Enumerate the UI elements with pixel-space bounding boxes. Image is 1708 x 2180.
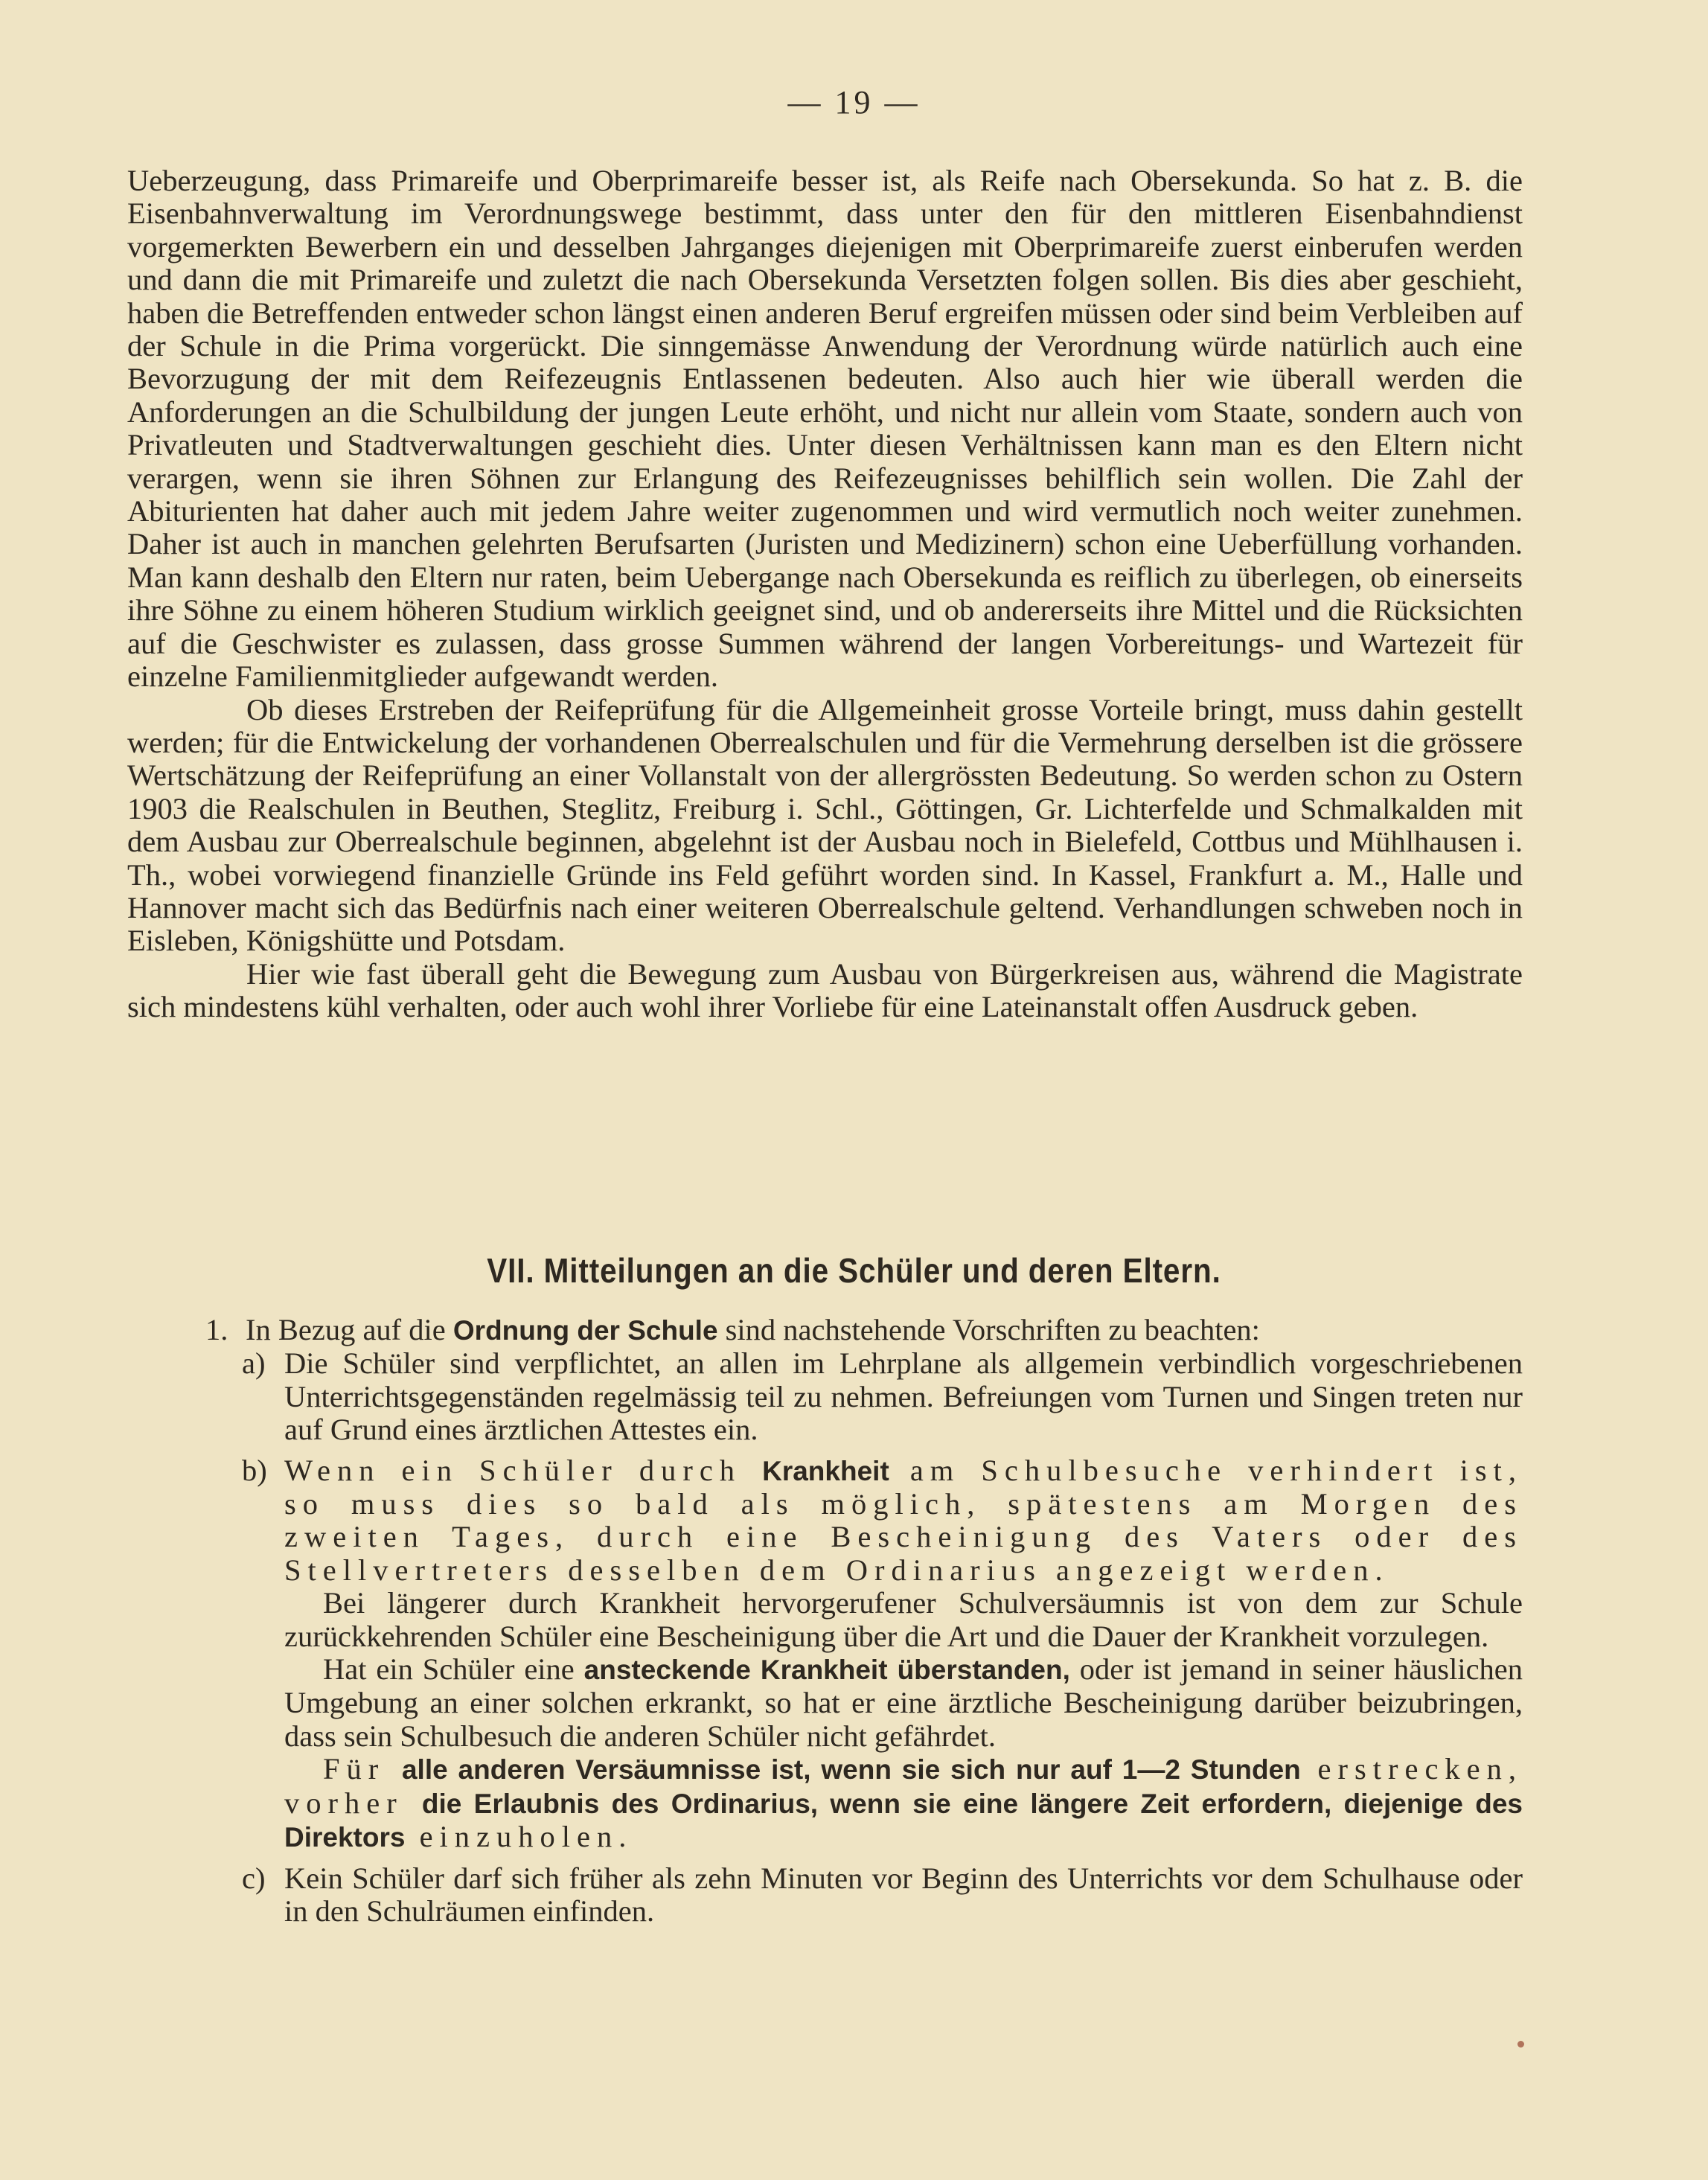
item-b-p4-text-mid: erstrecken, vorher xyxy=(284,1752,1523,1820)
page-number: — 19 — xyxy=(787,84,921,121)
item-b-p4-text-end: einzuholen. xyxy=(419,1820,633,1854)
school-rules xyxy=(0,1314,1708,1928)
item-b-p3-bold: ansteckende Krankheit überstanden, xyxy=(583,1655,1070,1686)
paragraph-3: Hier wie fast überall geht die Bewegung zum Ausbau von Bürgerkreisen aus, während die Magistrate sich mindestens kühl verhalten, oder auch wohl ihrer Vorliebe für eine Lateinanstalt offen Ausdruck geben. xyxy=(127,956,1523,1024)
item-c-text: Kein Schüler darf sich früher als zehn Minuten vor Beginn des Unterrichts vor dem Schulhause oder in den Schulräumen einfinden. xyxy=(284,1861,1523,1928)
item-b-p4-bold-2: die Erlaubnis des Ordinarius, wenn sie eine längere Zeit erfordern, diejenige des Direktors xyxy=(284,1788,1523,1853)
item-b-paragraph-4 xyxy=(284,1753,1523,1854)
item-b-paragraph-3 xyxy=(284,1653,1523,1753)
ink-dot xyxy=(1517,2041,1524,2048)
item-b-p4-text: Für xyxy=(323,1752,386,1786)
item-b-text-end: am Schulbesuche verhindert ist, so muss dies so bald als möglich, spätestens am Morgen des zweiten Tages, durch eine Bescheinigung des Vaters oder des Stellvertreters desselben dem Ordinarius angezeigt werden. xyxy=(284,1453,1523,1587)
item-c-mark: c) xyxy=(242,1861,266,1895)
item-b xyxy=(0,1454,1523,1855)
item-b-p3-text-end: oder ist jemand in seiner häuslichen Umgebung an einer solchen erkrankt, so hat er eine ärztliche Bescheinigung darüber beizubringen, dass sein Schulbesuch die anderen Schüler nicht gefährdet. xyxy=(284,1652,1523,1753)
rule-number: 1. xyxy=(205,1313,228,1346)
item-b-bold-term: Krankheit xyxy=(762,1455,889,1486)
body-text xyxy=(127,164,1523,1024)
item-a-mark: a) xyxy=(242,1346,266,1381)
item-b-paragraph-2: Bei längerer durch Krankheit hervorgerufener Schulversäumnis ist von dem zur Schule zurückkehrenden Schüler eine Bescheinigung über die Art und die Dauer der Krankheit vorzulegen. xyxy=(284,1586,1523,1653)
item-b-p3-text: Hat ein Schüler eine xyxy=(323,1652,575,1687)
item-b-paragraph-1 xyxy=(284,1454,1523,1588)
rule-1-bold-term: Ordnung der Schule xyxy=(452,1315,718,1346)
rule-1-intro-text-end: sind nachstehende Vorschriften zu beachten: xyxy=(725,1313,1260,1346)
item-b-mark: b) xyxy=(242,1453,267,1487)
section-heading: VII. Mitteilungen an die Schüler und deren Eltern. xyxy=(487,1251,1221,1290)
item-b-p4-bold-1: alle anderen Versäumnisse ist, wenn sie sich nur auf 1—2 Stunden xyxy=(401,1754,1301,1786)
paragraph-2: Ob dieses Erstreben der Reifeprüfung für die Allgemeinheit grosse Vorteile bringt, muss dahin gestellt werden; für die Entwickelung der vorhandenen Oberrealschulen und für die Vermehrung derselben ist die grössere Wertschätzung der Reifeprüfung an einer Vollanstalt von der allergrössten Bedeutung. So werden schon zu Ostern 1903 die Realschulen in Beuthen, Steglitz, Freiburg i. Schl., Göttingen, Gr. Lichterfelde und Schmalkalden mit dem Ausbau zur Oberrealschule beginnen, abgelehnt ist der Ausbau noch in Bielefeld, Cottbus und Mühlhausen i. Th., wobei vorwiegend finanzielle Gründe ins Feld geführt worden sind. In Kassel, Frankfurt a. M., Halle und Hannover macht sich das Bedürfnis nach einer weiteren Oberrealschule geltend. Verhandlungen schweben noch in Eisleben, Königshütte und Potsdam. xyxy=(127,692,1523,958)
item-c xyxy=(0,1862,1523,1928)
item-a-text: Die Schüler sind verpflichtet, an allen im Lehrplane als allgemein verbindlich vorgeschriebenen Unterrichtsgegenständen regelmässig teil zu nehmen. Befreiungen vom Turnen und Singen treten nur auf Grund eines ärztlichen Attestes ein. xyxy=(284,1346,1523,1447)
paragraph-1: Ueberzeugung, dass Primareife und Oberprimareife besser ist, als Reife nach Obersekunda. So hat z. B. die Eisenbahnverwaltung im Verordnungswege bestimmt, dass unter den für den mittleren Eisenbahndienst vorgemerkten Bewerbern ein und desselben Jahrganges diejenigen mit Oberprimareife zuerst einberufen werden und dann die mit Primareife und zuletzt die nach Obersekunda Versetzten folgen sollen. Bis dies aber geschieht, haben die Betreffenden entweder schon längst einen anderen Beruf ergreifen müssen oder sind beim Verbleiben auf der Schule in die Prima vorgerückt. Die sinngemässe Anwendung der Verordnung würde natürlich auch eine Bevorzugung der mit dem Reifezeugnis Entlassenen bedeuten. Also auch hier wie überall werden die Anforderungen an die Schulbildung der jungen Leute erhöht, und nicht nur allein vom Staate, sondern auch von Privatleuten und Stadtverwaltungen geschieht dies. Unter diesen Verhältnissen kann man es den Eltern nicht verargen, wenn sie ihren Söhnen zur Erlangung des Reifezeugnisses behilflich sein wollen. Die Zahl der Abiturienten hat daher auch mit jedem Jahre weiter zugenommen und wird vermutlich noch weiter zunehmen. Daher ist auch in manchen gelehrten Berufsarten (Juristen und Medizinern) schon eine Ueberfüllung vorhanden. Man kann deshalb den Eltern nur raten, beim Uebergange nach Obersekunda es reiflich zu überlegen, ob einerseits ihre Söhne zu einem höheren Studium wirklich geeignet sind, und ob andererseits ihre Mittel und die Rücksichten auf die Geschwister es zulassen, dass grosse Summen während der langen Vorbereitungs- und Wartezeit für einzelne Familienmitglieder aufgewandt werden. xyxy=(127,164,1523,694)
rule-1-intro-text: In Bezug auf die xyxy=(246,1313,446,1346)
item-b-text: Wenn ein Schüler durch xyxy=(284,1453,742,1487)
item-a xyxy=(0,1347,1523,1446)
rule-1-intro xyxy=(0,1314,1523,1347)
